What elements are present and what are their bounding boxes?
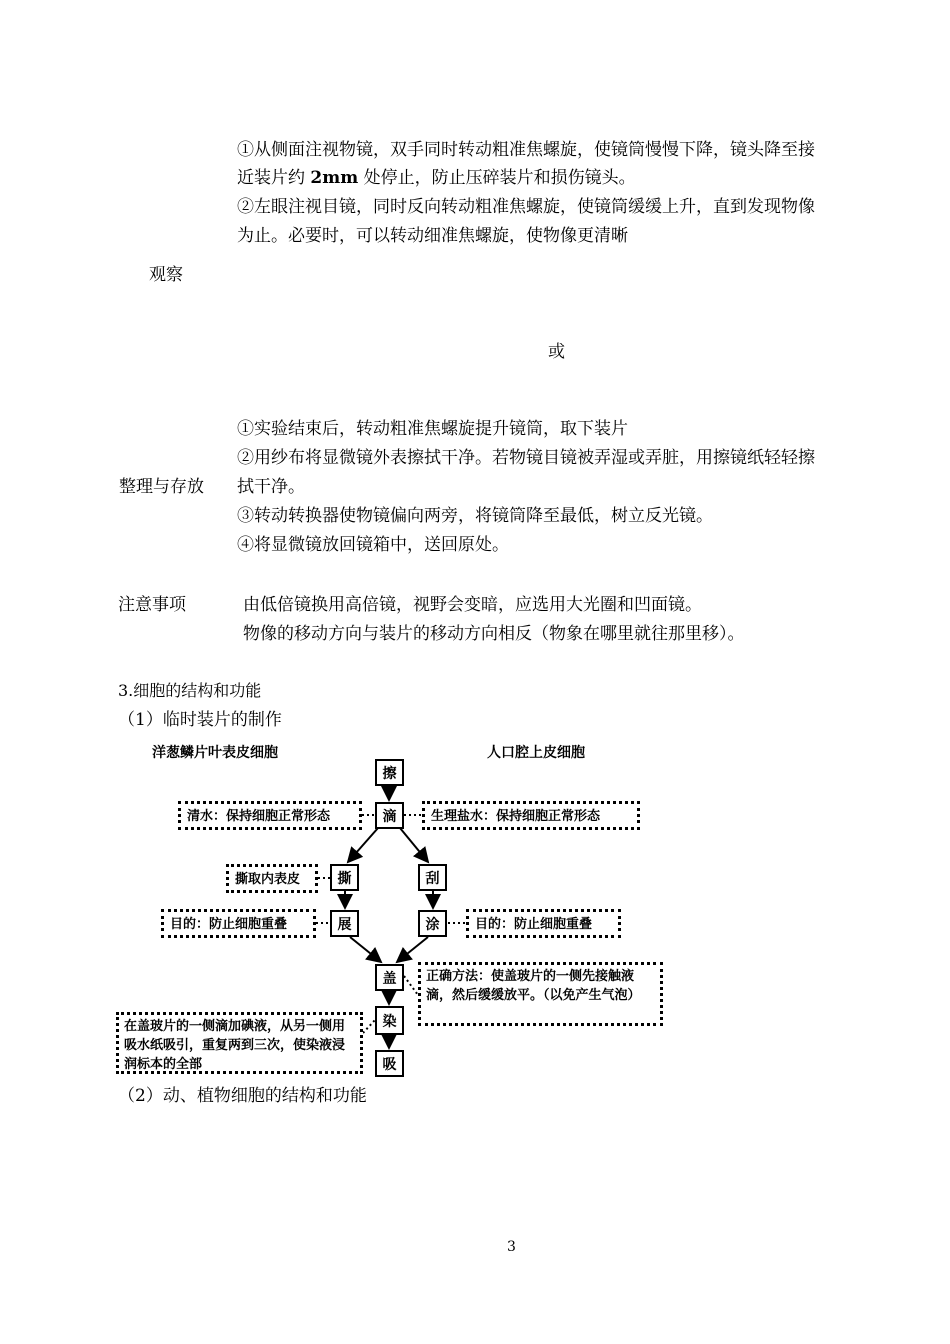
tidy-step4: ④将显微镜放回镜箱中，送回原处。: [237, 535, 509, 555]
notes-item1: 由低倍镜换用高倍镜，视野会变暗，应选用大光圈和凹面镜。: [243, 595, 702, 615]
note-goal-right: 目的：防止细胞重叠: [466, 909, 621, 938]
observe-label: 观察: [149, 265, 183, 285]
step-gai-box: 盖: [375, 964, 404, 991]
step-di-box: 滴: [375, 802, 404, 829]
note-peel: 撕取内表皮: [226, 864, 318, 893]
note-saline: 生理盐水：保持细胞正常形态: [422, 801, 640, 830]
observe-step2-line1: ②左眼注视目镜，同时反向转动粗准焦螺旋，使镜筒缓缓上升，直到发现物像: [237, 197, 815, 217]
note-water: 清水：保持细胞正常形态: [178, 801, 362, 830]
tidy-label: 整理与存放: [119, 477, 204, 497]
tidy-step1: ①实验结束后，转动粗准焦螺旋提升镜筒，取下装片: [237, 419, 628, 439]
tidy-step2-line1: ②用纱布将显微镜外表擦拭干净。若物镜目镜被弄湿或弄脏，用擦镜纸轻轻擦: [237, 448, 815, 468]
observe-step1-line2: 近装片约 2mm 处停止，防止压碎装片和损伤镜头。: [237, 168, 636, 188]
note-goal-left: 目的：防止细胞重叠: [161, 909, 316, 938]
step-ran-box: 染: [375, 1006, 404, 1035]
page-number: 3: [507, 1239, 516, 1255]
notes-label: 注意事项: [118, 595, 186, 615]
section3-sub1: （1）临时装片的制作: [118, 710, 282, 730]
diagram-right-title: 人口腔上皮细胞: [487, 745, 585, 761]
observe-distance: 2mm: [310, 168, 359, 188]
diagram-left-title: 洋葱鳞片叶表皮细胞: [152, 745, 278, 761]
step-si-box: 撕: [330, 864, 359, 891]
step-zhan-box: 展: [330, 910, 359, 937]
step-xi-box: 吸: [375, 1050, 404, 1077]
note-cover: 正确方法：使盖玻片的一侧先接触液滴，然后缓缓放平。（以免产生气泡）: [418, 962, 663, 1026]
step-tu-box: 涂: [418, 910, 447, 937]
tidy-step2-line2: 拭干净。: [237, 477, 305, 497]
observe-step1-line1: ①从侧面注视物镜，双手同时转动粗准焦螺旋，使镜筒慢慢下降，镜头降至接: [237, 140, 815, 160]
section3-sub2: （2）动、植物细胞的结构和功能: [118, 1086, 367, 1106]
step-ca-box: 擦: [375, 759, 404, 786]
note-stain: 在盖玻片的一侧滴加碘液，从另一侧用吸水纸吸引，重复两到三次，使染液浸润标本的全部: [116, 1012, 363, 1074]
or-text: 或: [548, 342, 565, 362]
step-gua-box: 刮: [418, 864, 447, 891]
observe-step2-line2: 为止。必要时，可以转动细准焦螺旋，使物像更清晰: [237, 226, 628, 246]
notes-item2: 物像的移动方向与装片的移动方向相反（物象在哪里就往那里移）。: [243, 624, 745, 644]
tidy-step3: ③转动转换器使物镜偏向两旁，将镜筒降至最低，树立反光镜。: [237, 506, 713, 526]
section3-heading: 3.细胞的结构和功能: [118, 681, 262, 700]
